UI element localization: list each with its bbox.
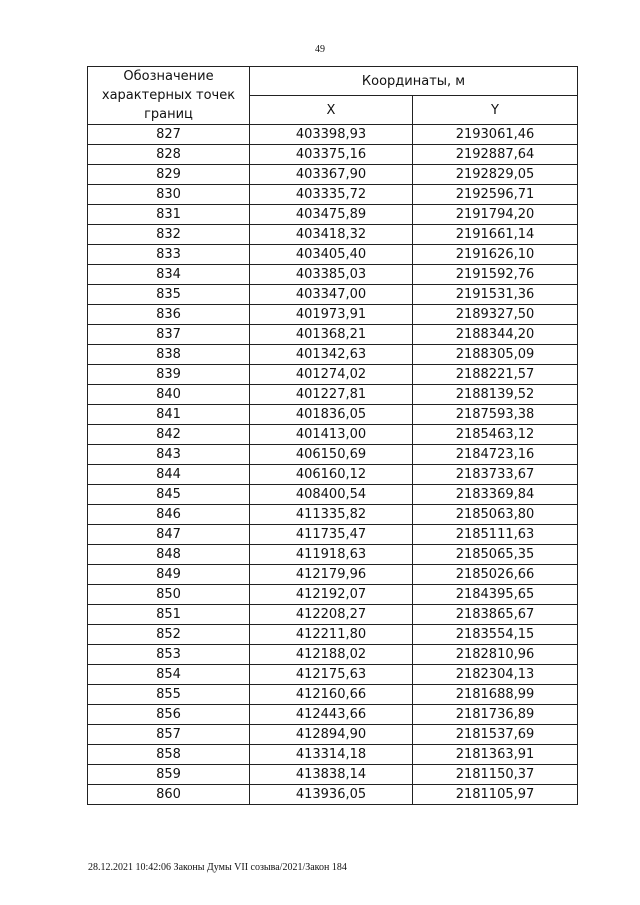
table-row [88,545,578,565]
point-id-cell: 845 [88,485,250,505]
x-coordinate-cell: 403418,32 [250,225,413,245]
table-row [88,145,578,165]
table-row [88,725,578,745]
point-id-cell: 833 [88,245,250,265]
x-coordinate-cell: 406150,69 [250,445,413,465]
x-coordinate-cell: 403367,90 [250,165,413,185]
table-row [88,665,578,685]
point-id-cell: 851 [88,605,250,625]
table-row [88,625,578,645]
x-coordinate-cell: 412894,90 [250,725,413,745]
table-row [88,485,578,505]
x-coordinate-cell: 411335,82 [250,505,413,525]
y-coordinate-cell: 2193061,46 [413,125,578,145]
point-id-cell: 828 [88,145,250,165]
table-row [88,125,578,145]
x-coordinate-cell: 401413,00 [250,425,413,445]
point-id-cell: 829 [88,165,250,185]
x-coordinate-cell: 403347,00 [250,285,413,305]
point-id-cell: 844 [88,465,250,485]
x-coordinate-cell: 408400,54 [250,485,413,505]
y-coordinate-cell: 2191592,76 [413,265,578,285]
table-row [88,325,578,345]
x-coordinate-cell: 412208,27 [250,605,413,625]
x-coordinate-cell: 412211,80 [250,625,413,645]
x-coordinate-cell: 403405,40 [250,245,413,265]
table-body [88,125,578,805]
x-coordinate-cell: 411918,63 [250,545,413,565]
point-id-cell: 858 [88,745,250,765]
y-coordinate-cell: 2181150,37 [413,765,578,785]
y-coordinate-cell: 2181736,89 [413,705,578,725]
table-row [88,405,578,425]
table-row [88,205,578,225]
x-coordinate-cell: 401836,05 [250,405,413,425]
point-id-cell: 836 [88,305,250,325]
x-coordinate-cell: 403398,93 [250,125,413,145]
y-coordinate-cell: 2185063,80 [413,505,578,525]
point-designation-header: Обозначение характерных точек границ [88,67,250,125]
point-id-cell: 841 [88,405,250,425]
point-id-cell: 847 [88,525,250,545]
y-coordinate-cell: 2191531,36 [413,285,578,305]
y-coordinate-cell: 2185026,66 [413,565,578,585]
coordinates-header: Координаты, м [250,67,578,96]
table-row [88,565,578,585]
y-coordinate-cell: 2191794,20 [413,205,578,225]
x-coordinate-cell: 403375,16 [250,145,413,165]
table-row [88,745,578,765]
table-row [88,265,578,285]
table-row [88,345,578,365]
y-coordinate-cell: 2189327,50 [413,305,578,325]
y-coordinate-cell: 2181537,69 [413,725,578,745]
x-coordinate-cell: 401342,63 [250,345,413,365]
point-id-cell: 860 [88,785,250,805]
x-coordinate-cell: 406160,12 [250,465,413,485]
table-row [88,525,578,545]
y-coordinate-cell: 2185065,35 [413,545,578,565]
table-row [88,385,578,405]
y-coordinate-cell: 2188305,09 [413,345,578,365]
footer-stamp: 28.12.2021 10:42:06 Законы Думы VII созыва/2021/Закон 184 [88,862,347,873]
y-coordinate-cell: 2183733,67 [413,465,578,485]
table-row [88,165,578,185]
table-row [88,185,578,205]
y-coordinate-cell: 2183865,67 [413,605,578,625]
point-id-cell: 857 [88,725,250,745]
y-coordinate-cell: 2181688,99 [413,685,578,705]
y-coordinate-cell: 2192887,64 [413,145,578,165]
y-coordinate-cell: 2187593,38 [413,405,578,425]
page-number: 49 [315,44,325,55]
x-coordinate-cell: 412160,66 [250,685,413,705]
point-id-cell: 838 [88,345,250,365]
point-id-cell: 835 [88,285,250,305]
x-coordinate-cell: 412175,63 [250,665,413,685]
y-column-header: Y [413,96,578,125]
table-row [88,225,578,245]
x-coordinate-cell: 401368,21 [250,325,413,345]
x-coordinate-cell: 412188,02 [250,645,413,665]
table-row [88,765,578,785]
x-coordinate-cell: 401973,91 [250,305,413,325]
y-coordinate-cell: 2182304,13 [413,665,578,685]
x-coordinate-cell: 401274,02 [250,365,413,385]
table-header [88,67,578,125]
x-coordinate-cell: 403385,03 [250,265,413,285]
x-coordinate-cell: 401227,81 [250,385,413,405]
x-coordinate-cell: 403475,89 [250,205,413,225]
point-id-cell: 849 [88,565,250,585]
point-id-cell: 843 [88,445,250,465]
table-row [88,785,578,805]
table-row [88,465,578,485]
x-coordinate-cell: 403335,72 [250,185,413,205]
y-coordinate-cell: 2192829,05 [413,165,578,185]
table-row [88,585,578,605]
point-id-cell: 839 [88,365,250,385]
x-coordinate-cell: 413314,18 [250,745,413,765]
table-row [88,365,578,385]
point-id-cell: 842 [88,425,250,445]
x-coordinate-cell: 411735,47 [250,525,413,545]
point-id-cell: 859 [88,765,250,785]
point-id-cell: 832 [88,225,250,245]
point-id-cell: 853 [88,645,250,665]
point-id-cell: 856 [88,705,250,725]
table-row [88,685,578,705]
y-coordinate-cell: 2181363,91 [413,745,578,765]
point-id-cell: 848 [88,545,250,565]
point-id-cell: 852 [88,625,250,645]
x-coordinate-cell: 413838,14 [250,765,413,785]
y-coordinate-cell: 2191661,14 [413,225,578,245]
x-coordinate-cell: 413936,05 [250,785,413,805]
y-coordinate-cell: 2183554,15 [413,625,578,645]
y-coordinate-cell: 2185111,63 [413,525,578,545]
table-row [88,505,578,525]
table-row [88,245,578,265]
coordinates-table [87,66,578,805]
table-row [88,605,578,625]
x-coordinate-cell: 412192,07 [250,585,413,605]
y-coordinate-cell: 2191626,10 [413,245,578,265]
point-id-cell: 834 [88,265,250,285]
y-coordinate-cell: 2185463,12 [413,425,578,445]
y-coordinate-cell: 2188139,52 [413,385,578,405]
table-row [88,425,578,445]
y-coordinate-cell: 2182810,96 [413,645,578,665]
point-id-cell: 827 [88,125,250,145]
point-id-cell: 831 [88,205,250,225]
y-coordinate-cell: 2184723,16 [413,445,578,465]
table-row [88,645,578,665]
point-id-cell: 846 [88,505,250,525]
x-coordinate-cell: 412443,66 [250,705,413,725]
point-id-cell: 830 [88,185,250,205]
x-coordinate-cell: 412179,96 [250,565,413,585]
table-row [88,305,578,325]
x-column-header: X [250,96,413,125]
table-row [88,285,578,305]
point-id-cell: 850 [88,585,250,605]
y-coordinate-cell: 2188344,20 [413,325,578,345]
point-id-cell: 840 [88,385,250,405]
table-row [88,445,578,465]
y-coordinate-cell: 2181105,97 [413,785,578,805]
point-id-cell: 837 [88,325,250,345]
y-coordinate-cell: 2188221,57 [413,365,578,385]
table-row [88,705,578,725]
point-id-cell: 855 [88,685,250,705]
point-id-cell: 854 [88,665,250,685]
y-coordinate-cell: 2183369,84 [413,485,578,505]
y-coordinate-cell: 2192596,71 [413,185,578,205]
y-coordinate-cell: 2184395,65 [413,585,578,605]
